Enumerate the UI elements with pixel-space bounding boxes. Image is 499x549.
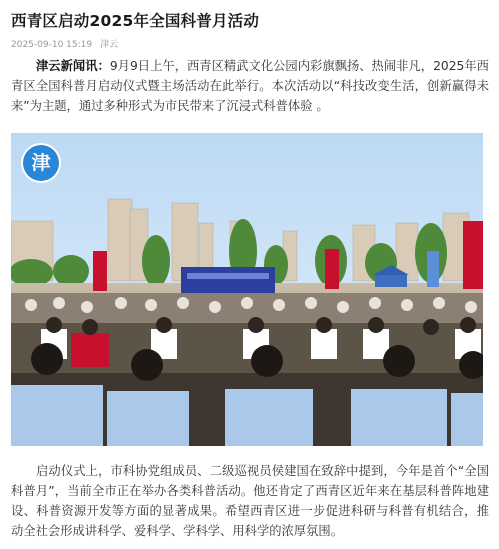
event-photo <box>11 133 483 446</box>
photo-illustration <box>11 133 483 446</box>
article-meta <box>11 37 118 50</box>
lead-label: 津云新闻讯： <box>36 59 110 73</box>
blue-banner <box>427 251 439 287</box>
screen-header <box>187 273 269 279</box>
audience <box>11 293 483 446</box>
tent-body <box>375 275 407 287</box>
red-banner-left <box>93 251 107 291</box>
paragraph-1 <box>11 56 489 116</box>
article-title: 西青区启动2025年全国科普月活动 <box>11 12 260 30</box>
red-banner-middle <box>325 249 339 289</box>
paragraph-1-text: 9月9日上午，西青区精武文化公园内彩旗飘扬、热闹非凡，2025年西青区全国科普月启动仪式暨主场活动在此举行。本次活动以“科技改变生活，创新赢得未来”为主题，通过多种形式为市民带来了沉浸式科普体验 。 <box>11 59 489 113</box>
publish-date: 2025-09-10 15:19 <box>11 40 93 50</box>
tianjin-logo-icon: 津 <box>23 145 59 181</box>
paragraph-2: 启动仪式上，市科协党组成员、二级巡视员侯建国在致辞中提到，今年是首个“全国科普月”，当前全市正在举办各类科普活动。他还肯定了西青区近年来在基层科普阵地建设、科普资源开发等方面的显著成果。希望西青区进一步促进科研与科普有机结合，推动全社会形成讲科学、爱科学、学科学、用科学的浓厚氛围。 <box>11 464 489 538</box>
red-banner-right <box>463 221 483 289</box>
article-source: 津云 <box>100 40 119 50</box>
